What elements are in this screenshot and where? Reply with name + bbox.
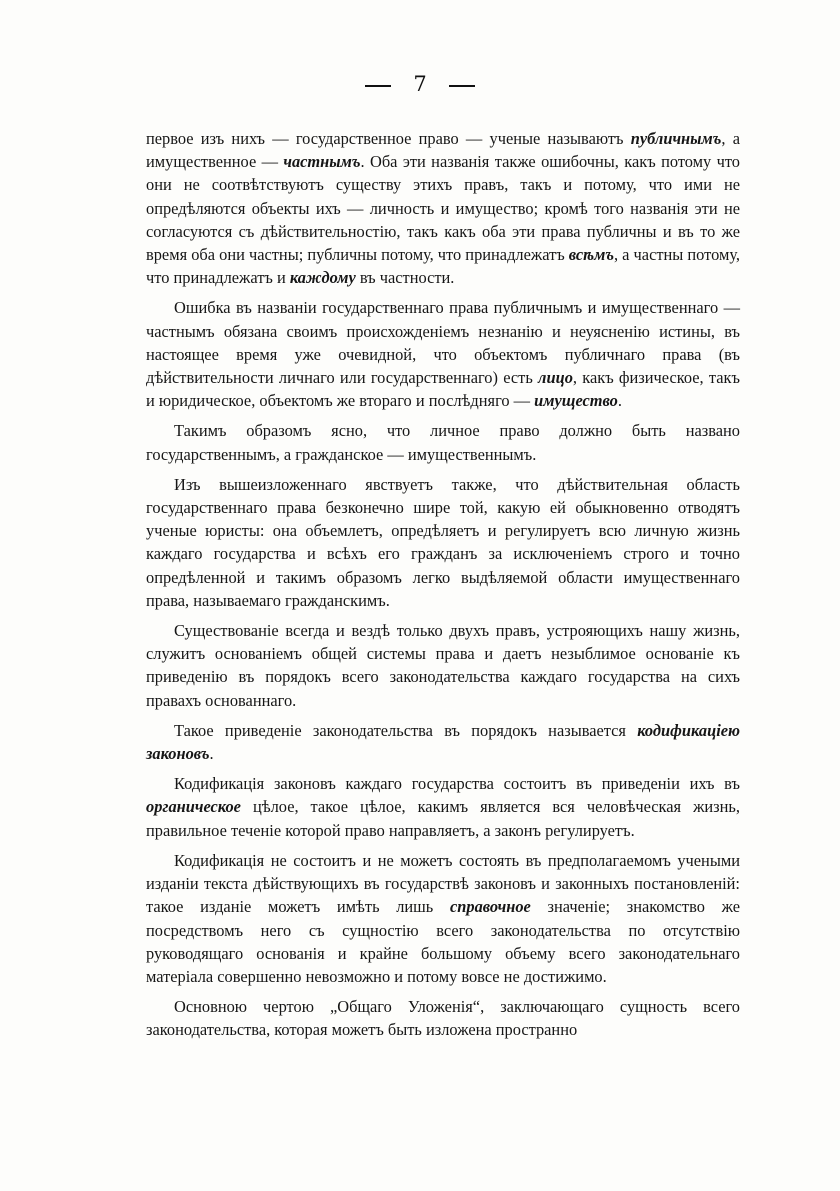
text-run: Ошибка въ названіи государственнаго права публичнымъ и имущественнаго — частнымъ обязана своимъ происхожденіемъ незнанію и неуясненію истины, въ настоящее время уже очевидной, что объектомъ публичнаго права (въ дѣйствительности личнаго или государственнаго) есть xyxy=(146,298,740,388)
header-dash-left xyxy=(365,85,391,87)
text-run: Основною чертою „Общаго Уложенія“, заключающаго сущность всего законодательства, которая можетъ быть изложена пространно xyxy=(146,997,740,1040)
text-run: значеніе; знакомство же посредствомъ него съ сущностію всего законодательства по отсутствію руководящаго основанія и крайне большому объему всего законодательнаго матеріала совершенно невозможно и потому вовсе не достижимо. xyxy=(146,897,740,986)
text-run: въ частности. xyxy=(355,268,455,288)
text-run: , а имущественное — xyxy=(146,129,740,172)
emphasis: имущество xyxy=(534,391,618,411)
emphasis: лицо xyxy=(538,368,573,388)
paragraph xyxy=(146,127,740,289)
paragraph xyxy=(146,296,740,412)
emphasis: всѣмъ xyxy=(568,245,614,265)
text-run: первое изъ нихъ — государственное право — ученые называютъ xyxy=(146,129,631,148)
emphasis: частнымъ xyxy=(283,152,361,172)
page-header xyxy=(0,72,840,96)
text-run: Кодификація законовъ каждаго государства состоитъ въ приведеніи ихъ въ xyxy=(174,774,740,794)
emphasis: кодификаціею законовъ xyxy=(146,720,740,764)
text-run: цѣлое, такое цѣлое, какимъ является вся человѣческая жизнь, правильное теченіе которой право направляетъ, а законъ регулируетъ. xyxy=(146,797,740,840)
text-run: . xyxy=(209,744,214,764)
paragraph xyxy=(146,772,740,842)
text-run: Такое приведеніе законодательства въ порядокъ называется xyxy=(174,720,638,740)
text-run: Существованіе всегда и вездѣ только двухъ правъ, устрояющихъ нашу жизнь, служитъ основаніемъ общей системы права и даетъ незыблимое основаніе къ приведенію въ порядокъ всего законодательства каждаго государства на сихъ правахъ основаннаго. xyxy=(146,621,740,710)
header-dash-right xyxy=(449,85,475,87)
paragraph xyxy=(146,995,740,1041)
emphasis: справочное xyxy=(449,897,531,917)
text-run: , а частны потому, что принадлежатъ и xyxy=(146,245,740,288)
text-run: Изъ вышеизложеннаго явствуетъ также, что дѣйствительная область государственнаго права безконечно шире той, какую ей обыкновенно отводятъ ученые юристы: она объемлетъ, опредѣляетъ и регулируетъ всю личную жизнь каждаго государства и всѣхъ его гражданъ за исключеніемъ строго и точно опредѣленной и такимъ образомъ легко выдѣляемой области имущественнаго права, называемаго гражданскимъ. xyxy=(146,474,740,610)
paragraph xyxy=(146,419,740,465)
body-text xyxy=(146,127,740,1049)
text-run: Такимъ образомъ ясно, что личное право должно быть названо государственнымъ, а гражданское — имущественнымъ. xyxy=(146,421,740,464)
emphasis: публичнымъ xyxy=(630,129,722,148)
paragraph xyxy=(146,849,740,988)
emphasis: каждому xyxy=(289,268,356,288)
text-run: Кодификація не состоитъ и не можетъ состоять въ предполагаемомъ учеными изданіи текста дѣйствующихъ въ государствѣ законовъ и законныхъ постановленій: такое изданіе можетъ имѣть лишь xyxy=(146,850,740,917)
page-number: 7 xyxy=(413,72,427,96)
text-run: , какъ физическое, такъ и юридическое, объектомъ же втораго и послѣдняго — xyxy=(146,368,740,411)
text-run: . xyxy=(617,391,622,411)
paragraph xyxy=(146,719,740,765)
paragraph xyxy=(146,619,740,712)
paragraph xyxy=(146,473,740,612)
text-run: . Оба эти названія также ошибочны, какъ потому что они не соотвѣтствуютъ существу этихъ правъ, такъ и потому, что ими не опредѣляются объекты ихъ — личность и имущество; кромѣ того названія эти не согласуются съ дѣйствительностію, такъ какъ оба эти права публичны и въ то же время оба они частны; публичны потому, что принадлежатъ xyxy=(146,152,740,265)
emphasis: органическое xyxy=(146,797,241,817)
